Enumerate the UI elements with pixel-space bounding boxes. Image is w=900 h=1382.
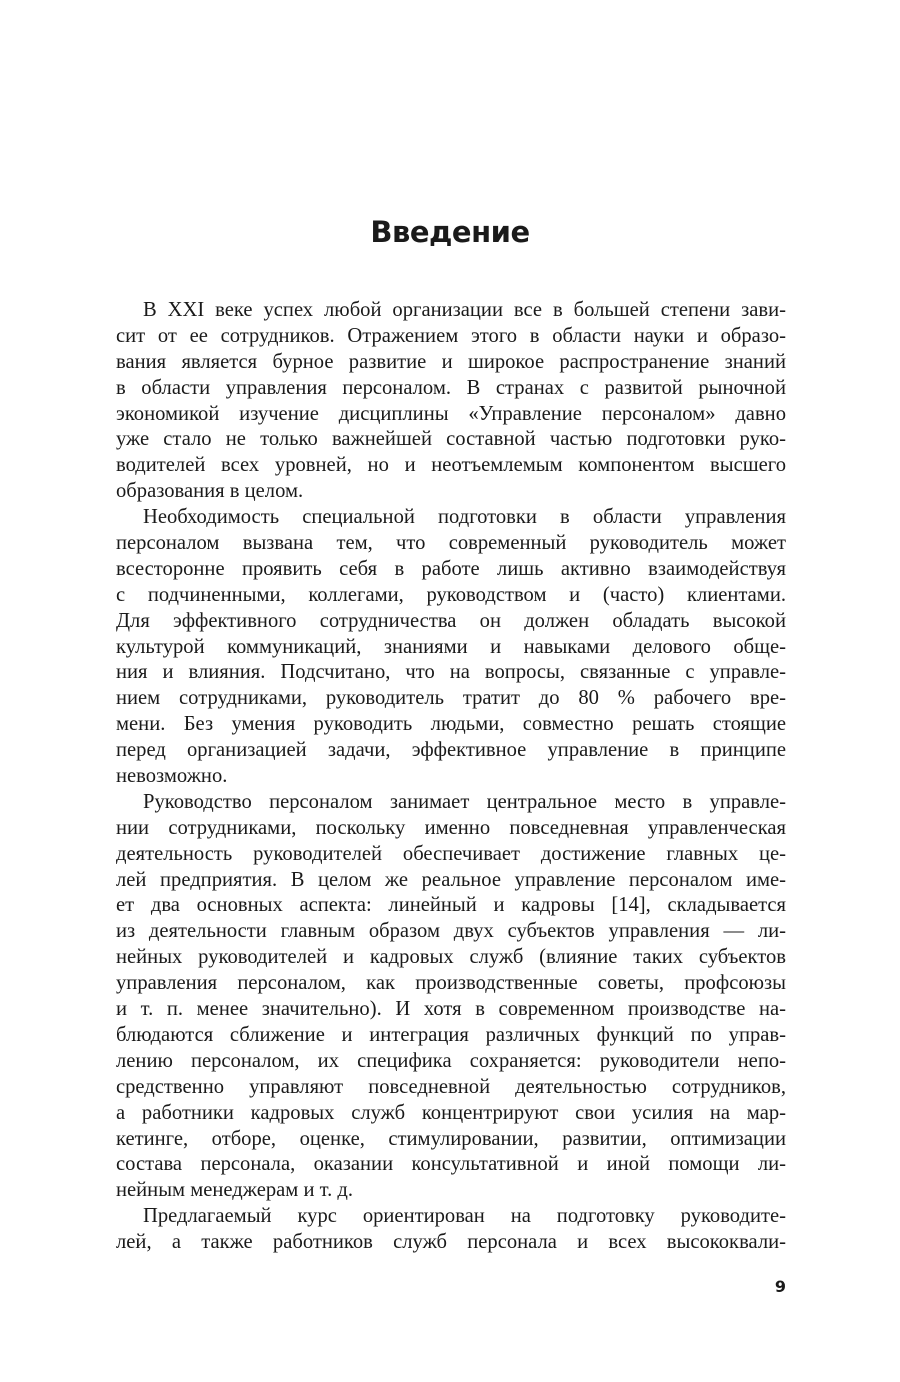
paragraph-3-line-1: Руководство персоналом занимает центральное место в управле- <box>143 790 786 813</box>
paragraph-1-line-6: уже стало не только важнейшей составной частью подготовки руко- <box>116 428 786 451</box>
paragraph-4-line-2: лей, а также работников служб персонала и всех высококвали- <box>116 1231 786 1254</box>
paragraph-2-line-5: Для эффективного сотрудничества он должен обладать высокой <box>116 609 786 632</box>
paragraph-2-line-8: нием сотрудниками, руководитель тратит до 80 % рабочего вре- <box>116 687 786 710</box>
paragraph-3-line-11: лению персоналом, их специфика сохраняется: руководители непо- <box>116 1049 786 1072</box>
paragraph-2-line-4: с подчиненными, коллегами, руководством и (часто) клиентами. <box>116 583 786 606</box>
paragraph-3-line-16: нейным менеджерам и т. д. <box>116 1179 354 1202</box>
paragraph-3-line-5: ет два основных аспекта: линейный и кадровы [14], складывается <box>116 894 786 917</box>
paragraph-1-line-5: экономикой изучение дисциплины «Управление персоналом» давно <box>116 402 786 425</box>
paragraph-3-line-3: деятельность руководителей обеспечивает достижение главных це- <box>116 842 786 865</box>
paragraph-3-line-7: нейных руководителей и кадровых служб (влияние таких субъектов <box>116 946 786 969</box>
paragraph-3-line-10: блюдаются сближение и интеграция различных функций по управ- <box>116 1023 786 1046</box>
paragraph-3-line-8: управления персоналом, как производственные советы, профсоюзы <box>116 972 786 995</box>
paragraph-2-line-11: невозможно. <box>116 765 228 788</box>
body-text <box>116 298 786 1256</box>
paragraph-2-line-10: перед организацией задачи, эффективное управление в принципе <box>116 739 786 762</box>
paragraph-2-line-7: ния и влияния. Подсчитано, что на вопросы, связанные с управле- <box>116 661 786 684</box>
paragraph-3-line-15: состава персонала, оказании консультативной и иной помощи ли- <box>116 1153 786 1176</box>
paragraph-3-line-2: нии сотрудниками, поскольку именно повседневная управленческая <box>116 816 786 839</box>
paragraph-1-line-1: В XXI веке успех любой организации все в большей степени зави- <box>143 299 786 321</box>
paragraph-3-line-14: кетинге, отборе, оценке, стимулировании, развитии, оптимизации <box>116 1127 786 1150</box>
paragraph-1-line-8: образования в целом. <box>116 480 304 503</box>
chapter-title: Введение <box>370 215 530 249</box>
paragraph-1-line-7: водителей всех уровней, но и неотъемлемым компонентом высшего <box>116 454 786 477</box>
paragraph-3-line-9: и т. п. менее значительно). И хотя в современном производстве на- <box>116 998 786 1021</box>
paragraph-3-line-4: лей предприятия. В целом же реальное управление персоналом име- <box>116 868 786 891</box>
paragraph-1-line-2: сит от ее сотрудников. Отражением этого в области науки и образо- <box>116 324 786 347</box>
paragraph-3-line-6: из деятельности главным образом двух субъектов управления — ли- <box>116 920 786 943</box>
paragraph-2-line-9: мени. Без умения руководить людьми, совместно решать стоящие <box>116 713 786 736</box>
paragraph-3-line-12: средственно управляют повседневной деятельностью сотрудников, <box>116 1075 786 1098</box>
page-number: 9 <box>774 1277 786 1296</box>
paragraph-4-line-1: Предлагаемый курс ориентирован на подготовку руководите- <box>143 1205 786 1228</box>
paragraph-2-line-1: Необходимость специальной подготовки в области управления <box>143 506 786 529</box>
paragraph-1-line-3: вания является бурное развитие и широкое распространение знаний <box>116 350 786 373</box>
paragraph-2-line-6: культурой коммуникаций, знаниями и навыками делового обще- <box>116 635 786 658</box>
paragraph-2-line-3: всесторонне проявить себя в работе лишь активно взаимодействуя <box>116 557 786 580</box>
paragraph-2-line-2: персоналом вызвана тем, что современный руководитель может <box>116 532 786 555</box>
paragraph-1-line-4: в области управления персоналом. В странах с развитой рыночной <box>116 376 786 399</box>
paragraph-3-line-13: а работники кадровых служб концентрируют свои усилия на мар- <box>116 1101 786 1124</box>
